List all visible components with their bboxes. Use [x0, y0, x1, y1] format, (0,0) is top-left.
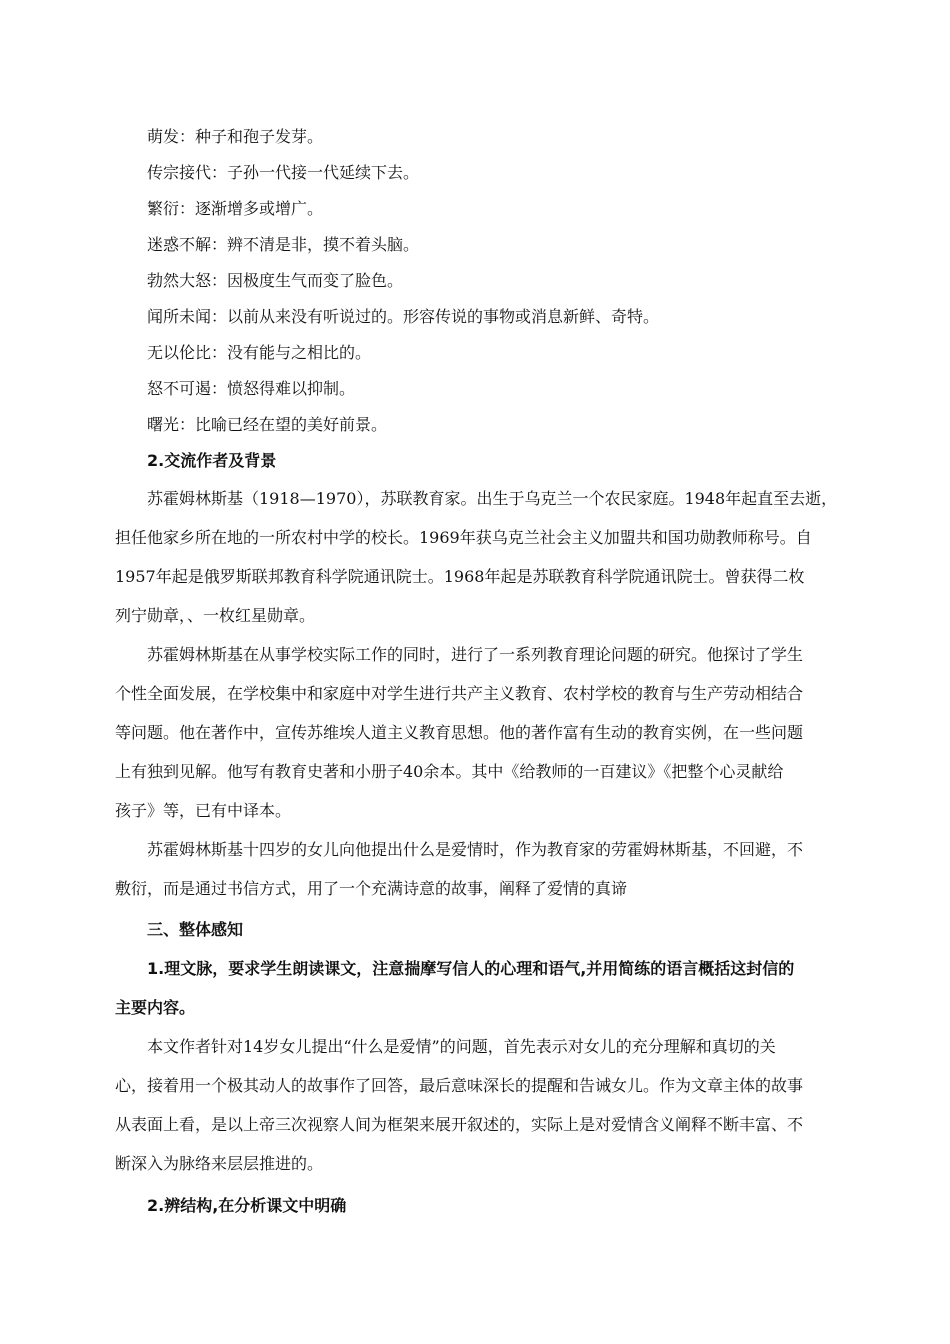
task-heading: 2.辨结构,在分析课文中明确 [147, 1196, 347, 1215]
vocab-item: 无以伦比：没有能与之相比的。 [147, 343, 372, 362]
vocab-item: 繁衍：逐渐增多或增广。 [147, 199, 324, 218]
vocab-item: 萌发：种子和孢子发芽。 [147, 127, 324, 146]
task-heading: 主要内容。 [115, 998, 196, 1017]
paragraph-line: 敷衍，而是通过书信方式，用了一个充满诗意的故事，阐释了爱情的真谛 [115, 879, 628, 898]
vocab-item: 曙光：比喻已经在望的美好前景。 [147, 415, 388, 434]
section-heading-author: 2.交流作者及背景 [147, 451, 277, 470]
task-heading: 1.理文脉，要求学生朗读课文，注意揣摩写信人的心理和语气,并用简练的语言概括这封信的 [147, 959, 795, 978]
vocab-item: 勃然大怒：因极度生气而变了脸色。 [147, 271, 404, 290]
paragraph-line: 1957年起是俄罗斯联邦教育科学院通讯院士。1968年起是苏联教育科学院通讯院士。曾获得二枚 [115, 567, 805, 586]
paragraph-line: 本文作者针对14岁女儿提出“什么是爱情”的问题，首先表示对女儿的充分理解和真切的关 [147, 1037, 776, 1056]
paragraph-line: 列宁勋章，、一枚红星勋章。 [115, 606, 316, 625]
paragraph-line: 苏霍姆林斯基在从事学校实际工作的同时，进行了一系列教育理论问题的研究。他探讨了学生 [147, 645, 804, 664]
paragraph-line: 苏霍姆林斯基（1918—1970），苏联教育家。出生于乌克兰一个农民家庭。1948年起直至去逝， [147, 489, 838, 508]
paragraph-line: 从表面上看，是以上帝三次视察人间为框架来展开叙述的，实际上是对爱情含义阐释不断丰富、不 [115, 1115, 804, 1134]
paragraph-line: 苏霍姆林斯基十四岁的女儿向他提出什么是爱情时，作为教育家的劳霍姆林斯基，不回避，不 [147, 840, 804, 859]
paragraph-line: 上有独到见解。他写有教育史著和小册子40余本。其中《给教师的一百建议》《把整个心灵献给 [115, 762, 784, 781]
paragraph-line: 等问题。他在著作中，宣传苏维埃人道主义教育思想。他的著作富有生动的教育实例，在一些问题 [115, 723, 804, 742]
paragraph-line: 孩子》等，已有中译本。 [115, 801, 292, 820]
paragraph-line: 心，接着用一个极其动人的故事作了回答，最后意味深长的提醒和告诫女儿。作为文章主体的故事 [115, 1076, 804, 1095]
paragraph-line: 个性全面发展，在学校集中和家庭中对学生进行共产主义教育、农村学校的教育与生产劳动相结合 [115, 684, 804, 703]
vocab-item: 闻所未闻：以前从来没有听说过的。形容传说的事物或消息新鲜、奇特。 [147, 307, 660, 326]
paragraph-line: 断深入为脉络来层层推进的。 [115, 1154, 324, 1173]
paragraph-line: 担任他家乡所在地的一所农村中学的校长。1969年获乌克兰社会主义加盟共和国功勋教师称号。自 [115, 528, 812, 547]
vocab-item: 迷惑不解：辨不清是非，摸不着头脑。 [147, 235, 420, 254]
vocab-item: 怒不可遏：愤怒得难以抑制。 [147, 379, 356, 398]
vocab-item: 传宗接代：子孙一代接一代延续下去。 [147, 163, 420, 182]
section-heading-overview: 三、整体感知 [147, 920, 244, 939]
